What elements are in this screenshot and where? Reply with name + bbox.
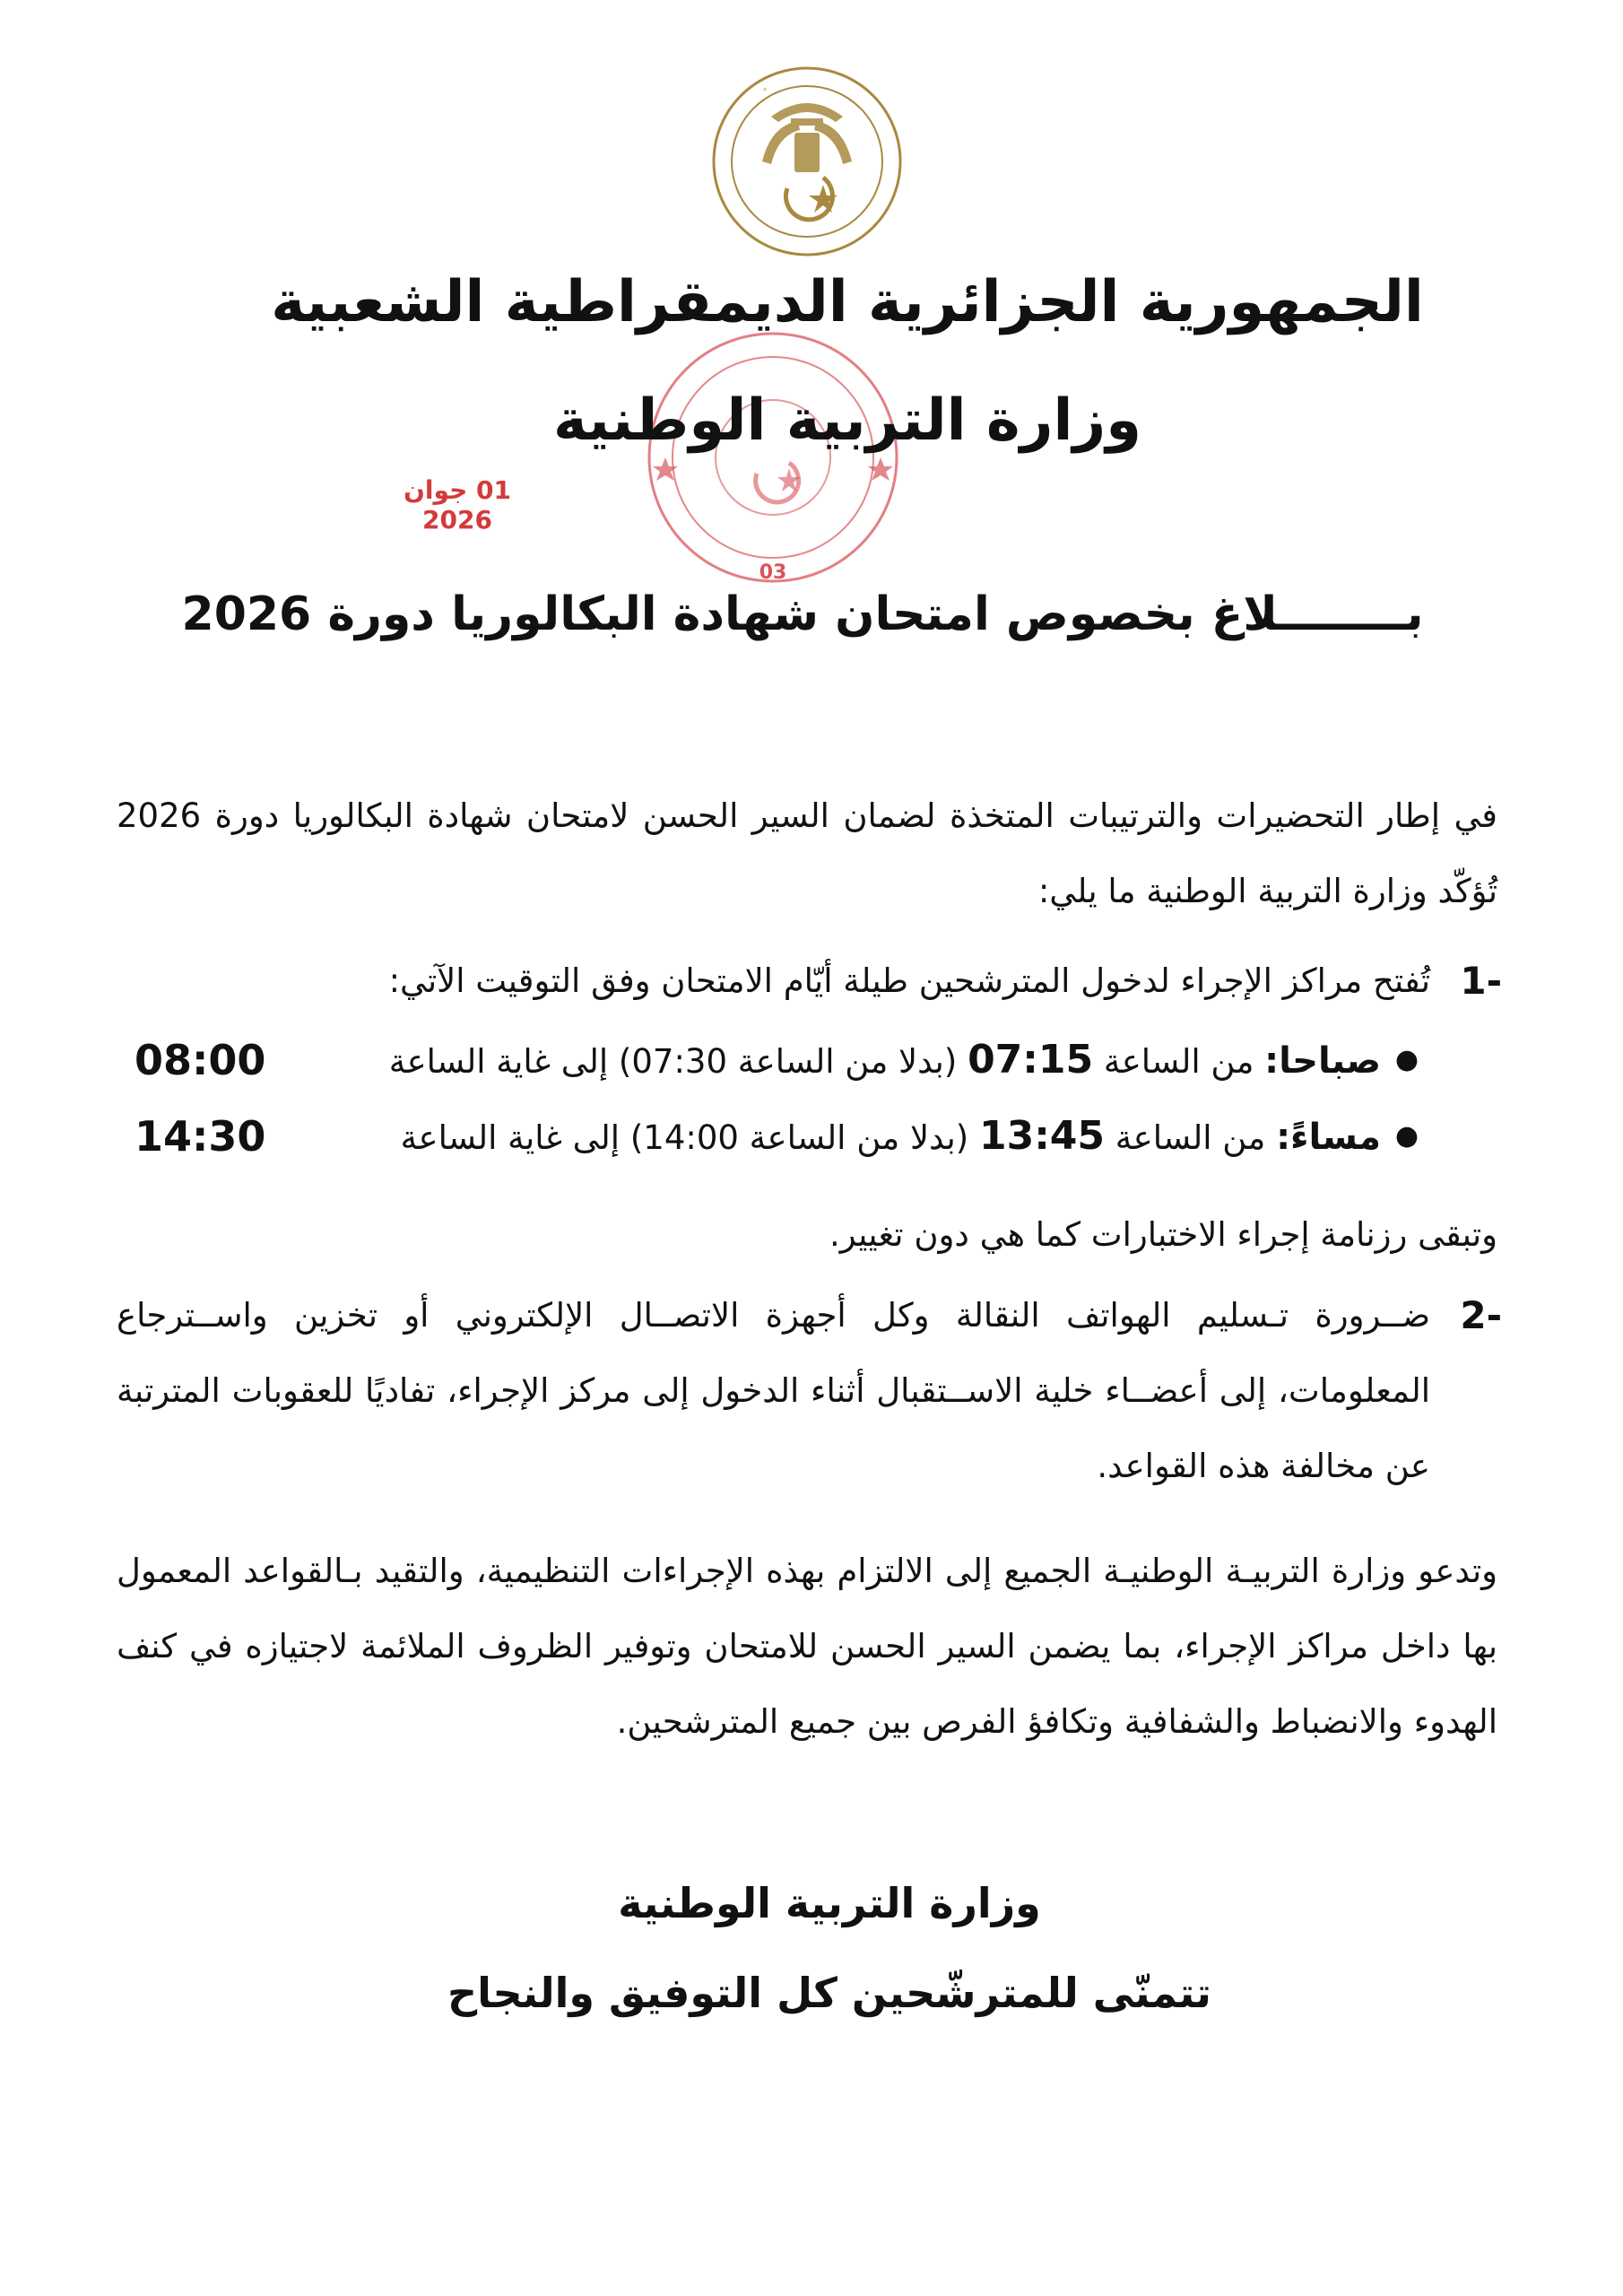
official-seal-stamp [638, 323, 907, 592]
morning-from: من الساعة [1103, 1042, 1254, 1081]
bullet-icon: ● [1394, 1120, 1419, 1152]
evening-from: من الساعة [1115, 1118, 1266, 1157]
signature-ministry: وزارة التربية الوطنية [618, 1879, 1041, 1927]
signature-wishes: تتمنّى للمترشّحين كل التوفيق والنجاح [447, 1969, 1211, 2017]
item-2-text: ضــرورة تـسليم الهواتف النقالة وكل أجهزة الاتصــال الإلكتروني أو تخزين واســترجاع المعلومات، إلى أعضــاء خلية الاســتقبال أثناء الدخول إلى مركز الإجراء، تفاديًا للعقوبات المترتبة عن مخالفة هذه القواعد. [117, 1296, 1430, 1485]
item-1-number: 1- [1460, 959, 1502, 1003]
republic-heading: الجمهورية الجزائرية الديمقراطية الشعبية [271, 269, 1424, 335]
morning-until: 08:00 [135, 1036, 266, 1084]
announcement-title: بــــــــلاغ بخصوص امتحان شهادة البكالوريا دورة 2026 [181, 587, 1424, 641]
evening-time: 13:45 [978, 1113, 1106, 1159]
item-2 [117, 1278, 1502, 1504]
morning-label: صباحا: [1264, 1040, 1381, 1082]
evening-label: مساءً: [1276, 1117, 1381, 1158]
evening-until: 14:30 [135, 1112, 266, 1161]
date-stamp: 01 جوان 2026 [404, 475, 511, 535]
ministry-heading: وزارة التربية الوطنية [552, 387, 1142, 454]
seal-number: 03 [759, 561, 787, 584]
evening-instead: (بدلا من الساعة 14:00) إلى غاية الساعة [400, 1118, 969, 1157]
closing-paragraph: وتدعو وزارة التربيـة الوطنيـة الجميع إلى الالتزام بهذه الإجراءات التنظيمية، والتقيد بـالقواعد المعمول بها داخل مراكز الإجراء، بما يضمن السير الحسن للامتحان وتوفير الظروف الملائمة لاجتيازه في كنف الهدوء والانضباط والشفافية وتكافؤ الفرص بين جميع المترشحين. [117, 1552, 1497, 1741]
national-emblem [708, 63, 906, 260]
item-1-text: تُفتح مراكز الإجراء لدخول المترشحين طيلة أيّام الامتحان وفق التوقيت الآتي: [388, 961, 1430, 1000]
bullet-icon: ● [1394, 1044, 1419, 1075]
morning-schedule [135, 1022, 1419, 1100]
schedule-unchanged-note: وتبقى رزنامة إجراء الاختبارات كما هي دون تغيير. [829, 1215, 1497, 1254]
svg-text:ٍ [763, 88, 767, 91]
item-2-number: 2- [1460, 1293, 1502, 1337]
morning-time: 07:15 [968, 1037, 1094, 1083]
intro-paragraph: في إطار التحضيرات والترتيبات المتخذة لضمان السير الحسن لامتحان شهادة البكالوريا دورة 2026 تُؤكّد وزارة التربية الوطنية ما يلي: [117, 796, 1497, 910]
evening-schedule [135, 1099, 1419, 1176]
item-1 [117, 944, 1502, 1019]
morning-instead: (بدلا من الساعة 07:30) إلى غاية الساعة [388, 1042, 958, 1081]
